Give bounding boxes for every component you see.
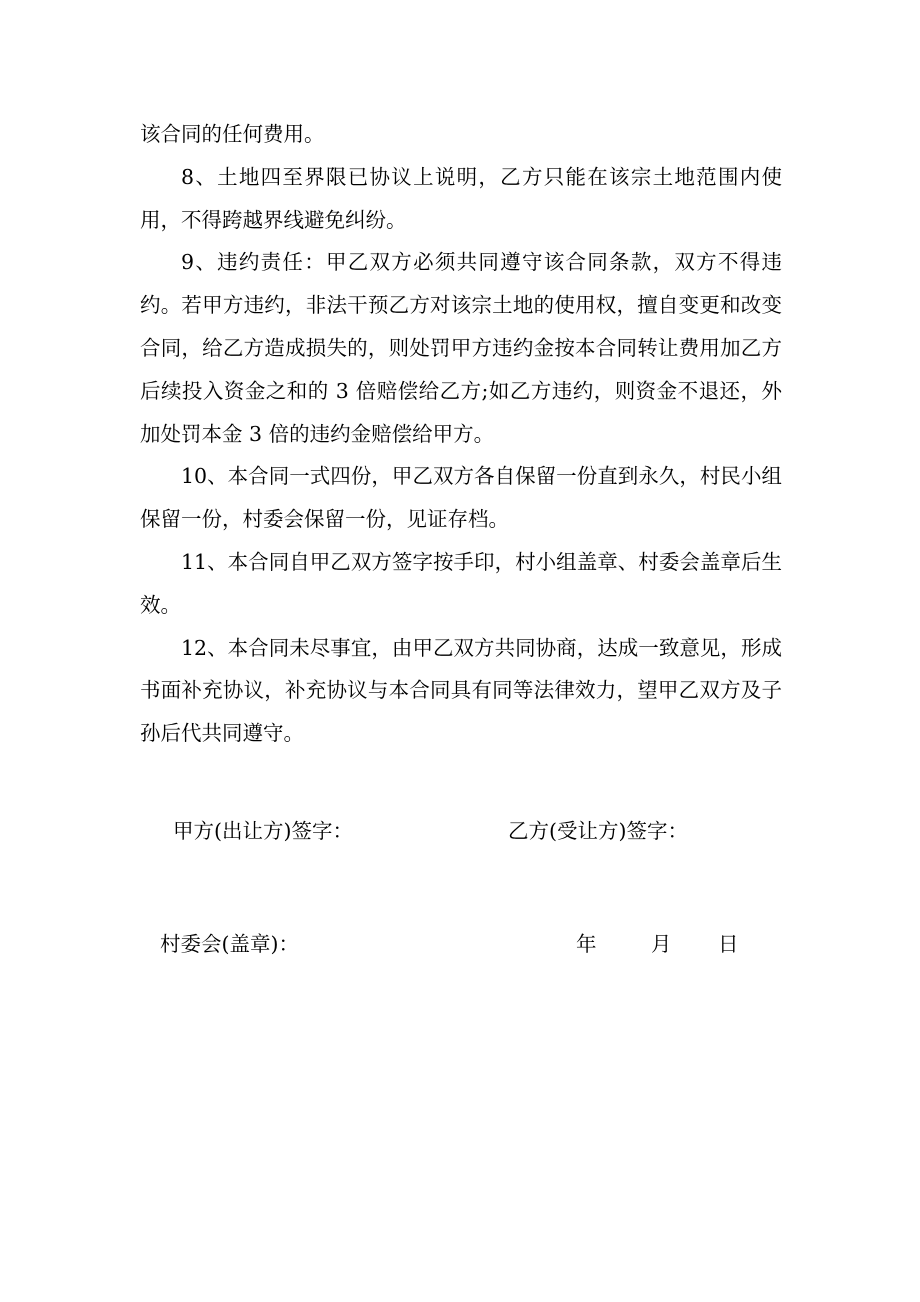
contract-body — [140, 113, 782, 755]
clause-9: 9、违约责任：甲乙双方必须共同遵守该合同条款，双方不得违约。若甲方违约，非法干预乙方对该宗土地的使用权，擅自变更和改变合同，给乙方造成损失的，则处罚甲方违约金按本合同转让费用加乙方后续投入资金之和的 3 倍赔偿给乙方;如乙方违约，则资金不退还，外加处罚本金 3 倍的违约金赔偿给甲方。 — [140, 250, 782, 446]
date-year-label: 年 — [576, 932, 597, 956]
clause-8: 8、土地四至界限已协议上说明，乙方只能在该宗土地范围内使用，不得跨越界线避免纠纷。 — [140, 164, 782, 232]
clause-11: 11、本合同自甲乙双方签字按手印，村小组盖章、村委会盖章后生效。 — [140, 549, 782, 617]
village-committee-seal-label: 村委会(盖章)： — [160, 932, 299, 956]
paragraph-continuation: 该合同的任何费用。 — [140, 122, 325, 146]
party-b-signature-label: 乙方(受让方)签字： — [508, 819, 688, 843]
date-month-label: 月 — [651, 932, 672, 956]
clause-12: 12、本合同未尽事宜，由甲乙双方共同协商，达成一致意见，形成书面补充协议，补充协议与本合同具有同等法律效力，望甲乙双方及子孙后代共同遵守。 — [140, 635, 782, 746]
date-day-label: 日 — [718, 932, 739, 956]
party-a-signature-label: 甲方(出让方)签字： — [173, 819, 353, 843]
clause-10: 10、本合同一式四份，甲乙双方各自保留一份直到永久，村民小组保留一份，村委会保留一份，见证存档。 — [140, 464, 782, 532]
